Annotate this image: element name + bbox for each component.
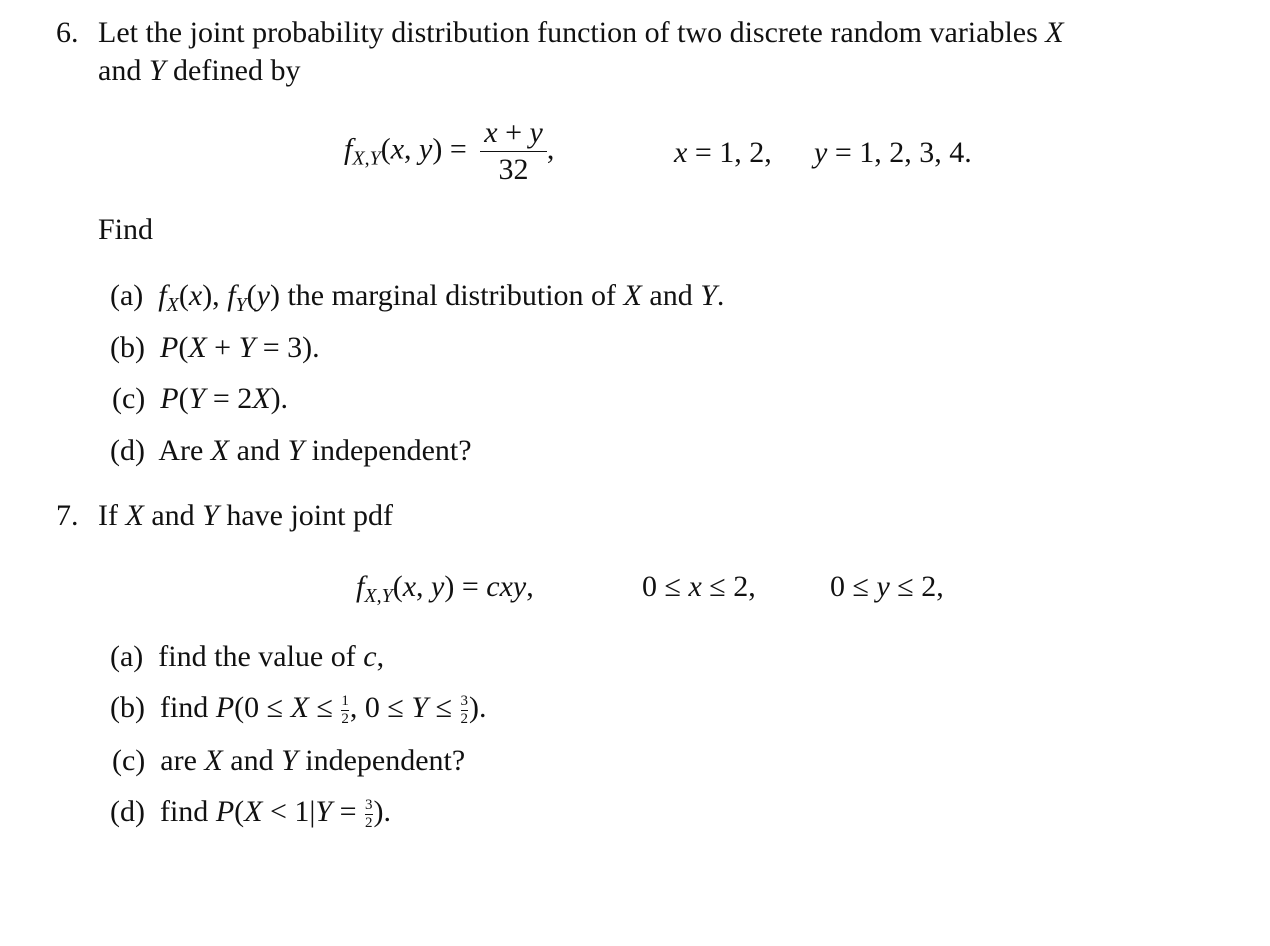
problem-6-intro-line1: Let the joint probability distribution function of two discrete random variables X: [98, 16, 1064, 49]
problem-7-number: 7.: [56, 499, 79, 532]
problem-6-intro-line2: and Y defined by: [98, 54, 301, 87]
problem-6-domain-x: x = 1, 2,: [674, 136, 772, 169]
problem-6-domain-y: y = 1, 2, 3, 4.: [814, 136, 972, 169]
problem-7-equation: $f_{X,Y}(x$, y) = cxy,: [356, 570, 534, 607]
problem-7-part-b: (b) find P(0 ≤ X ≤ $\frac{1}{2}$ , 0 ≤ Y ≤ $\frac{3}{2}$ ).: [110, 691, 487, 727]
problem-7-domain-y: 0 ≤ y ≤ 2,: [830, 570, 944, 603]
problem-7-domain-x: 0 ≤ x ≤ 2,: [642, 570, 756, 603]
fraction: $\frac{x + y}{32}$: [480, 118, 547, 185]
find-label: Find: [98, 213, 154, 246]
problem-7-part-c: (c) are X and Y independent?: [112, 744, 466, 777]
problem-6-part-a: (a) $f_X(x)$, $f_Y(y)$ the marginal distribution of X and Y.: [110, 279, 725, 316]
problem-7-part-a: (a) find the value of c,: [110, 640, 385, 673]
problem-6-equation: $f_{X,Y}(x$, y) = $\frac{x + y}{32}$ ,: [344, 116, 555, 186]
problem-6-part-d: (d) Are X and Y independent?: [110, 434, 472, 467]
problem-7-part-d: (d) find P(X < 1|Y = $\frac{3}{2}$ ).: [110, 795, 392, 831]
problem-6-number: 6.: [56, 16, 79, 49]
problem-7-intro: If X and Y have joint pdf: [98, 499, 393, 532]
problem-6-part-c: (c) P(Y = 2X).: [112, 382, 289, 415]
problem-6-part-b: (b) P(X + Y = 3).: [110, 331, 320, 364]
